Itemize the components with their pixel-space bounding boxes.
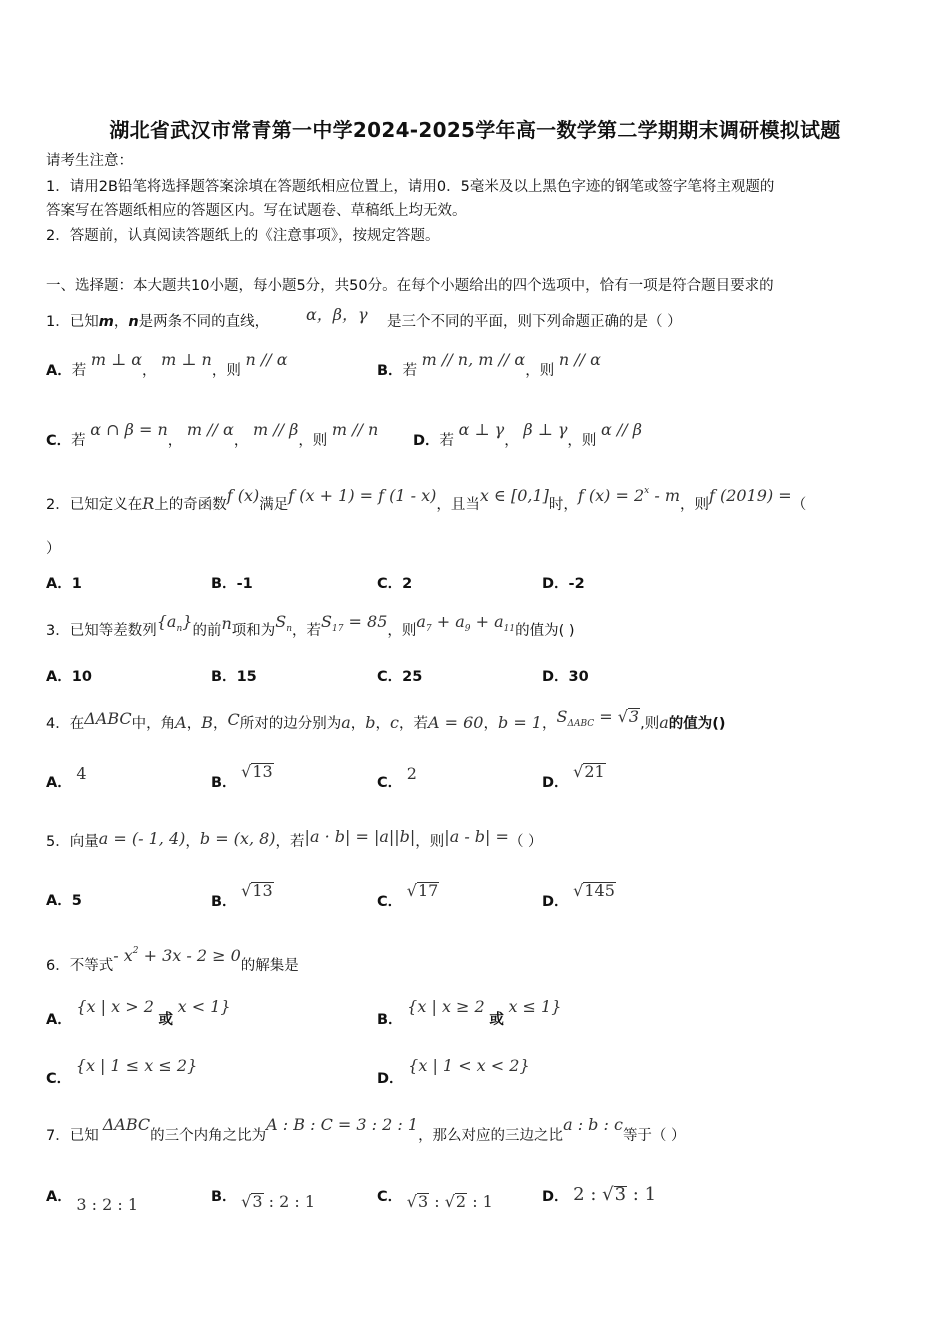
q3-terms [416, 612, 516, 634]
q2-def-base: f (x) = 2 [577, 486, 645, 505]
q1b-expr-2: n // α [558, 350, 601, 369]
q3-seq-sub: n [176, 624, 183, 634]
q1d-if: 若 [439, 433, 455, 449]
option-label: C． [46, 433, 72, 449]
q2-text-4: ，且当 [436, 497, 480, 513]
q2-domain: x ∈ [0,1] [479, 486, 549, 505]
q4-text-2: 中，角 [131, 716, 176, 732]
q1-option-b[interactable] [377, 350, 601, 381]
q3-text-4: ，若 [292, 623, 322, 639]
q1-text: 1．已知 [46, 314, 99, 330]
q1a-sep: ， [142, 363, 157, 379]
q6a-set: {x | x > 2 [76, 997, 154, 1016]
q7-triangle: ΔABC [102, 1115, 151, 1134]
q4-option-d[interactable]: D． √21 [542, 762, 605, 791]
q3-text-2: 的前 [192, 623, 222, 639]
option-label: A． [46, 893, 72, 909]
q1c-expr-3: m // β [252, 420, 299, 439]
q4-text-1: 4．在 [46, 716, 85, 732]
q4-sep-1: ， [186, 716, 202, 732]
q3-seq-a: {a [156, 612, 177, 631]
q4-sep-2: ， [212, 716, 228, 732]
q3-a11-sub: 11 [503, 624, 516, 634]
q3-option-b[interactable] [211, 667, 257, 687]
notice-line-2: 2．答题前，认真阅读答题纸上的《注意事项》，按规定答题。 [46, 228, 440, 244]
option-value: 10 [71, 669, 92, 685]
q2-paren-close: ） [46, 541, 61, 557]
q3-S17 [321, 612, 388, 634]
option-radicand-2: 2 [455, 1192, 467, 1211]
q3-a9-sub: 9 [464, 624, 471, 634]
q1c-sep-1: ， [167, 433, 183, 449]
option-value: 13 [252, 762, 273, 781]
q6a-set-2: x < 1} [177, 997, 231, 1016]
q1-text-3: 是三个不同的平面，则下列命题正确的是（ ） [387, 314, 682, 330]
option-label: A． [46, 775, 72, 791]
option-label: C． [377, 1189, 403, 1205]
option-label: D． [542, 1189, 569, 1205]
q1-text-2: 是两条不同的直线， [138, 314, 270, 330]
option-label: A． [46, 1189, 72, 1205]
q1c-sep-2: ， [233, 433, 249, 449]
q1-sep: ， [113, 314, 129, 330]
option-value: 3 : 2 : 1 [76, 1195, 139, 1214]
q1-option-d[interactable] [413, 420, 643, 451]
var-n: n [128, 314, 139, 330]
q5-text-5: （ ） [508, 834, 543, 850]
q5-vector-a: a = (- 1, 4) [98, 829, 186, 848]
q5-vector-b: b = (x, 8) [199, 829, 276, 848]
q1b-expr-1: m // n, m // α [421, 350, 526, 369]
q5-text-2: ， [185, 834, 200, 850]
q5-option-c[interactable]: C． √17 [377, 881, 439, 910]
q4-cond-1: A = 60 [427, 713, 484, 732]
q4-text-5: ,则 [640, 716, 660, 732]
var-n: n [221, 614, 232, 633]
q3-sequence [156, 612, 193, 634]
question-6 [46, 946, 299, 976]
q1a-expr-2: m ⊥ n [161, 350, 212, 369]
option-label: A． [46, 669, 72, 685]
var-a: a [659, 713, 669, 732]
option-label: C． [377, 576, 403, 592]
q2-option-c[interactable] [377, 574, 412, 594]
option-label: D． [542, 894, 569, 910]
q1c-expr-4: m // n [331, 420, 379, 439]
q1c-expr-2: m // α [186, 420, 234, 439]
option-value: 21 [584, 762, 605, 781]
option-value: 4 [76, 764, 87, 783]
q3-option-d[interactable] [542, 667, 589, 687]
q6-ineq-2: + 3x - 2 ≥ 0 [138, 946, 241, 965]
q3-option-a[interactable] [46, 667, 92, 687]
option-label: A． [46, 363, 72, 379]
q1-option-c[interactable] [46, 420, 379, 451]
option-label: C． [377, 775, 403, 791]
option-value: 25 [402, 669, 423, 685]
option-label: D． [542, 775, 569, 791]
q7-option-c[interactable]: C． √3 : √2 : 1 [377, 1189, 493, 1211]
q5-ask: |a - b| = [444, 827, 509, 846]
q4-sep-4: ， [375, 716, 391, 732]
notice-line-1a: 1．请用2B铅笔将选择题答案涂填在答题纸相应位置上，请用0．5毫米及以上黑色字迹的钢笔或签字笔将主观题的 [46, 179, 775, 195]
q2-text-6: ，则 [680, 497, 709, 513]
q2-text-3: 满足 [259, 497, 289, 513]
q4-sep-5: ， [483, 716, 498, 732]
q2-paren-open: （ [791, 497, 807, 513]
q2-ask: f (2019) = [709, 486, 792, 505]
q2-text-1: 2．已知定义在 [46, 497, 143, 513]
q6-text-2: 的解集是 [240, 958, 299, 974]
option-label: A． [46, 576, 72, 592]
var-B: B [201, 713, 213, 732]
q3-sum [275, 612, 293, 634]
q5-option-a[interactable] [46, 891, 82, 911]
option-pre: 2 : [573, 1184, 603, 1205]
q7-option-b[interactable]: B． √3 : 2 : 1 [211, 1189, 316, 1211]
q1c-if: 若 [71, 433, 86, 449]
option-label: D． [542, 669, 569, 685]
option-label: B． [211, 1189, 237, 1205]
option-label: B． [211, 576, 237, 592]
option-label: B． [377, 363, 403, 379]
q5-text-3: ，若 [275, 834, 305, 850]
q4-sep-6: ， [541, 716, 557, 732]
q4-area-sub: ΔABC [567, 719, 595, 729]
q3-S: S [275, 612, 287, 631]
q3-S-sub: n [286, 624, 293, 634]
q1c-then: ，则 [298, 433, 328, 449]
option-label: D． [377, 1071, 404, 1087]
q2-option-a[interactable] [46, 574, 82, 594]
q6b-set-2: x ≤ 1} [508, 997, 562, 1016]
question-2 [46, 486, 807, 515]
q1d-then: ，则 [567, 433, 597, 449]
q1a-then: ，则 [211, 363, 241, 379]
q1a-expr-3: n // α [245, 350, 288, 369]
q3-a9: + a [431, 612, 465, 631]
option-rest: : 2 : 1 [263, 1192, 316, 1211]
option-radicand: 3 [614, 1184, 627, 1205]
option-mid: : [429, 1192, 445, 1211]
q3-a7-sub: 7 [425, 624, 432, 634]
q4-triangle: ΔABC [84, 709, 132, 728]
q7-option-a[interactable] [46, 1186, 139, 1214]
var-R: R [142, 494, 155, 513]
q6d-set: {x | 1 < x < 2} [408, 1056, 530, 1075]
option-label: A． [46, 1012, 72, 1028]
q7-option-d[interactable]: D． 2 : √3 : 1 [542, 1184, 657, 1205]
q6-inequality [113, 946, 241, 965]
q4-cond-2: b = 1 [497, 713, 542, 732]
option-value: -1 [236, 576, 253, 592]
q6-text-1: 6．不等式 [46, 958, 114, 974]
q1c-expr-1: α ∩ β = n [90, 420, 168, 439]
option-label: C． [46, 1071, 72, 1087]
option-value: 13 [252, 881, 273, 900]
q4-area-rad: 3 [628, 707, 640, 726]
q6-option-d[interactable] [377, 1056, 530, 1089]
q3-S17-base: S [321, 612, 332, 631]
option-label: C． [377, 669, 403, 685]
q2-def-rest: - m [649, 486, 680, 505]
q1a-if: 若 [71, 363, 87, 379]
q1d-expr-2: β ⊥ γ [523, 420, 568, 439]
q2-text-5: 时， [548, 497, 578, 513]
page-title: 湖北省武汉市常青第一中学2024-2025学年高一数学第二学期期末调研模拟试题 [109, 118, 841, 142]
option-value: 1 [71, 576, 82, 592]
var-b: b [365, 713, 376, 732]
q3-seq-end: } [182, 612, 193, 631]
option-label: D． [413, 433, 440, 449]
option-label: C． [377, 894, 403, 910]
notice-heading: 请考生注意： [46, 153, 133, 169]
q3-S17-sub: 17 [331, 624, 344, 634]
option-label: B． [377, 1012, 403, 1028]
q3-a11: + a [470, 612, 504, 631]
q6b-or: 或 [489, 1012, 504, 1028]
q6-ineq-exp: 2 [132, 946, 139, 956]
q3-a7: a [416, 612, 426, 631]
q5-condition: |a · b| = |a||b| [304, 827, 416, 846]
option-value: 30 [568, 669, 589, 685]
question-5 [46, 827, 543, 852]
q1a-expr-1: m ⊥ α [90, 350, 143, 369]
q1b-if: 若 [402, 363, 418, 379]
q4-option-a[interactable] [46, 764, 87, 793]
q6c-set: {x | 1 ≤ x ≤ 2} [75, 1056, 198, 1075]
q6-option-b[interactable] [377, 997, 562, 1030]
question-4 [46, 707, 726, 740]
q1d-sep: ， [504, 433, 519, 449]
q5-option-b[interactable]: B． √13 [211, 881, 273, 910]
q7-text-3: ，那么对应的三边之比 [418, 1128, 564, 1144]
notice-line-1b: 答案写在答题纸相应的答题区内。写在试题卷、草稿纸上均无效。 [46, 203, 467, 219]
q1-planes: α，β，γ [306, 305, 368, 324]
q3-text-3: 项和为 [231, 623, 276, 639]
q6a-or: 或 [158, 1012, 173, 1028]
q3-text-6: 的值为( ) [515, 623, 575, 639]
q4-area-eq: = [594, 707, 618, 726]
q1d-expr-3: α // β [601, 420, 643, 439]
option-value: 2 [406, 764, 417, 783]
option-radicand-1: 3 [417, 1192, 429, 1211]
q3-text-5: ，则 [387, 623, 417, 639]
q2-def-exp: x [644, 486, 650, 496]
var-m: m [98, 314, 114, 330]
option-value: 145 [584, 881, 615, 900]
q2-option-d[interactable] [542, 574, 585, 594]
q3-text-1: 3．已知等差数列 [46, 623, 157, 639]
var-C: C [227, 710, 240, 729]
section-heading: 一、选择题：本大题共10小题，每小题5分，共50分。在每个小题给出的四个选项中，恰有一项是符合题目要求的 [46, 278, 774, 294]
question-7 [46, 1115, 686, 1146]
var-a: a [341, 713, 351, 732]
q1b-then: ，则 [525, 363, 555, 379]
q5-text-4: ，则 [415, 834, 445, 850]
q5-option-d[interactable]: D． √145 [542, 881, 615, 910]
option-radicand: 3 [252, 1192, 263, 1211]
q4-area-S: S [556, 707, 568, 726]
q7-text-4: 等于（ ） [622, 1128, 686, 1144]
option-label: B． [211, 669, 237, 685]
q1-option-a[interactable] [46, 350, 288, 381]
option-rest: : 1 [627, 1184, 657, 1205]
q3-option-c[interactable] [377, 667, 422, 687]
option-label: B． [211, 894, 237, 910]
q2-definition [578, 486, 680, 505]
q4-option-b[interactable]: B． √13 [211, 762, 273, 791]
q1d-expr-1: α ⊥ γ [458, 420, 505, 439]
option-value: 2 [402, 576, 413, 592]
question-3 [46, 612, 575, 647]
var-A: A [175, 713, 187, 732]
q3-S17-eq: = 85 [343, 612, 388, 631]
q2-option-b[interactable] [211, 574, 253, 594]
option-value: 17 [417, 881, 439, 900]
q5-text-1: 5．向量 [46, 834, 99, 850]
option-value: -2 [568, 576, 585, 592]
option-label: D． [542, 576, 569, 592]
var-c: c [390, 713, 399, 732]
q6-ineq-1: - x [113, 946, 133, 965]
q4-text-6: 的值为() [668, 716, 726, 732]
q7-sides: a : b : c [563, 1115, 623, 1134]
q7-text-2: 的三个内角之比为 [150, 1128, 267, 1144]
q4-text-4: ，若 [398, 716, 428, 732]
q6b-set: {x | x ≥ 2 [407, 997, 485, 1016]
q4-option-c[interactable] [377, 764, 417, 793]
option-rest: : 1 [467, 1192, 493, 1211]
q6-option-c[interactable] [46, 1056, 198, 1089]
q2-func: f (x) [226, 486, 260, 505]
q6-option-a[interactable] [46, 997, 231, 1030]
q7-text-1: 7．已知 [46, 1128, 99, 1144]
option-value: 5 [71, 893, 82, 909]
q7-ratio: A : B : C = 3 : 2 : 1 [266, 1115, 419, 1134]
question-1 [46, 312, 269, 332]
q4-sep-3: ， [350, 716, 366, 732]
option-label: B． [211, 775, 237, 791]
q2-equation: f (x + 1) = f (1 - x) [288, 486, 437, 505]
q4-area: $S_{\Delta ABC} = √3$ [556, 707, 640, 729]
q2-text-2: 上的奇函数 [154, 497, 227, 513]
q4-text-3: 所对的边分别为 [239, 716, 342, 732]
option-value: 15 [236, 669, 257, 685]
